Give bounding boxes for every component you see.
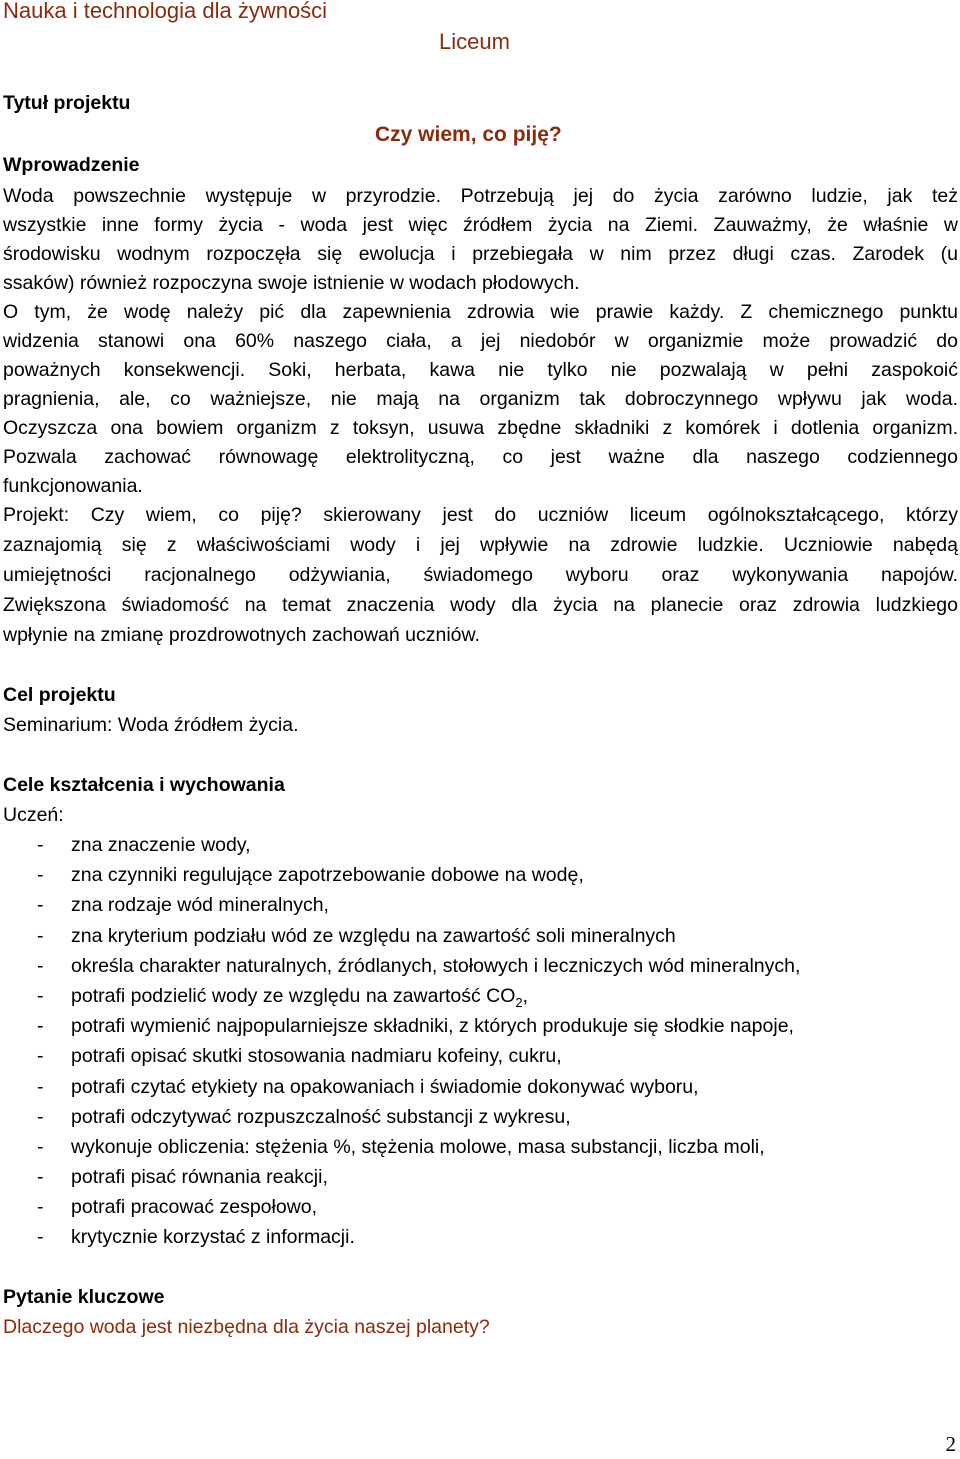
intro-line: Zwiększona świadomość na temat znaczenia wody dla życia na planecie oraz zdrowia ludzkiego (3, 594, 958, 616)
list-item-text: potrafi pracować zespołowo, (71, 1196, 318, 1219)
intro-line: Woda powszechnie występuje w przyrodzie. Potrzebują jej do życia zarówno ludzie, jak też (3, 185, 958, 207)
intro-line: zaznajomią się z właściwościami wody i jej wpływie na zdrowie ludzkie. Uczniowie nabędą (3, 534, 958, 556)
dash: - (37, 1045, 44, 1068)
list-item-text: potrafi odczytywać rozpuszczalność substancji z wykresu, (71, 1105, 571, 1128)
list-item-text: potrafi opisać skutki stosowania nadmiaru kofeiny, cukru, (71, 1045, 562, 1068)
dash: - (37, 1226, 44, 1249)
key-question-heading: Pytanie kluczowe (3, 1286, 165, 1308)
goal-heading: Cel projektu (3, 684, 116, 706)
intro-line: Projekt: Czy wiem, co piję? skierowany jest do uczniów liceum ogólnokształcącego, którzy (3, 504, 958, 526)
list-item-text: krytycznie korzystać z informacji. (71, 1226, 355, 1249)
dash: - (37, 1105, 44, 1128)
project-title: Czy wiem, co piję? (375, 123, 562, 146)
intro-line: funkcjonowania. (3, 475, 143, 497)
list-item-text: zna znaczenie wody, (71, 834, 251, 856)
list-item-text: potrafi czytać etykiety na opakowaniach i świadomie dokonywać wyboru, (71, 1075, 699, 1098)
list-item (3, 1041, 958, 1071)
dash: - (37, 1135, 44, 1158)
list-item (3, 860, 958, 890)
list-item (3, 1192, 958, 1222)
intro-line: pragnienia, ale, co ważniejsze, nie mają na organizm tak dobroczynnego wpływu jak woda. (3, 388, 958, 410)
dash: - (37, 1015, 44, 1038)
objectives-list (3, 830, 958, 1253)
dash: - (37, 834, 44, 856)
introduction-heading: Wprowadzenie (3, 154, 140, 176)
list-item (3, 830, 958, 860)
list-item-text: określa charakter naturalnych, źródlanych, stołowych i leczniczych wód mineralnych, (71, 954, 801, 977)
dash: - (37, 984, 44, 1007)
list-item (3, 890, 958, 920)
list-item (3, 1162, 958, 1192)
list-item (3, 1072, 958, 1102)
intro-line: wszystkie inne formy życia - woda jest więc źródłem życia na Ziemi. Zauważmy, że właśnie w (3, 214, 958, 236)
list-item-text: potrafi podzielić wody ze względu na zawartość CO (71, 984, 516, 1007)
list-item (3, 981, 958, 1011)
dash: - (37, 894, 44, 917)
co2-subscript: 2 (515, 994, 523, 1010)
project-title-heading: Tytuł projektu (3, 92, 131, 114)
list-item (3, 1011, 958, 1041)
objectives-heading: Cele kształcenia i wychowania (3, 774, 285, 796)
list-item (3, 1222, 958, 1252)
intro-line: Oczyszcza ona bowiem organizm z toksyn, usuwa zbędne składniki z komórek i dotlenia organizm. (3, 417, 958, 439)
dash: - (37, 954, 44, 977)
co2-suffix: , (522, 984, 529, 1007)
intro-line: widzenia stanowi ona 60% naszego ciała, a jej niedobór w organizmie może prowadzić do (3, 330, 958, 352)
dash: - (37, 1166, 44, 1189)
intro-line: Pozwala zachować równowagę elektrolityczną, co jest ważne dla naszego codziennego (3, 446, 958, 468)
intro-line: poważnych konsekwencji. Soki, herbata, kawa nie tylko nie pozwalają w pełni zaspokoić (3, 359, 958, 381)
intro-line: środowisku wodnym rozpoczęła się ewolucja i przebiegała w nim przez długi czas. Zarodek (u (3, 243, 958, 265)
list-item (3, 921, 958, 951)
dash: - (37, 924, 44, 947)
subject-title: Nauka i technologia dla żywności (3, 0, 328, 23)
dash: - (37, 1075, 44, 1098)
intro-line: O tym, że wodę należy pić dla zapewnienia zdrowia wie prawie każdy. Z chemicznego punktu (3, 301, 958, 323)
intro-line: umiejętności racjonalnego odżywiania, świadomego wyboru oraz wykonywania napojów. (3, 564, 958, 586)
list-item (3, 1132, 958, 1162)
level-label: Liceum (439, 29, 510, 54)
dash: - (37, 864, 44, 887)
list-item (3, 1102, 958, 1132)
list-item-text: potrafi wymienić najpopularniejsze składniki, z których produkuje się słodkie napoje, (71, 1015, 794, 1038)
intro-line: ssaków) również rozpoczyna swoje istnienie w wodach płodowych. (3, 272, 580, 294)
page-number: 2 (945, 1432, 956, 1456)
dash: - (37, 1196, 44, 1219)
objectives-intro: Uczeń: (3, 804, 64, 826)
introduction-text (3, 181, 958, 650)
list-item-text: wykonuje obliczenia: stężenia %, stężenia molowe, masa substancji, liczba moli, (71, 1135, 765, 1158)
list-item-text: zna czynniki regulujące zapotrzebowanie dobowe na wodę, (71, 864, 584, 887)
key-question-text: Dlaczego woda jest niezbędna dla życia naszej planety? (3, 1316, 490, 1338)
list-item-text: zna rodzaje wód mineralnych, (71, 894, 329, 917)
list-item-text: zna kryterium podziału wód ze względu na zawartość soli mineralnych (71, 924, 676, 947)
list-item (3, 951, 958, 981)
goal-text: Seminarium: Woda źródłem życia. (3, 714, 299, 736)
list-item-text: potrafi pisać równania reakcji, (71, 1166, 328, 1189)
intro-line: wpłynie na zmianę prozdrowotnych zachowań uczniów. (3, 624, 480, 646)
